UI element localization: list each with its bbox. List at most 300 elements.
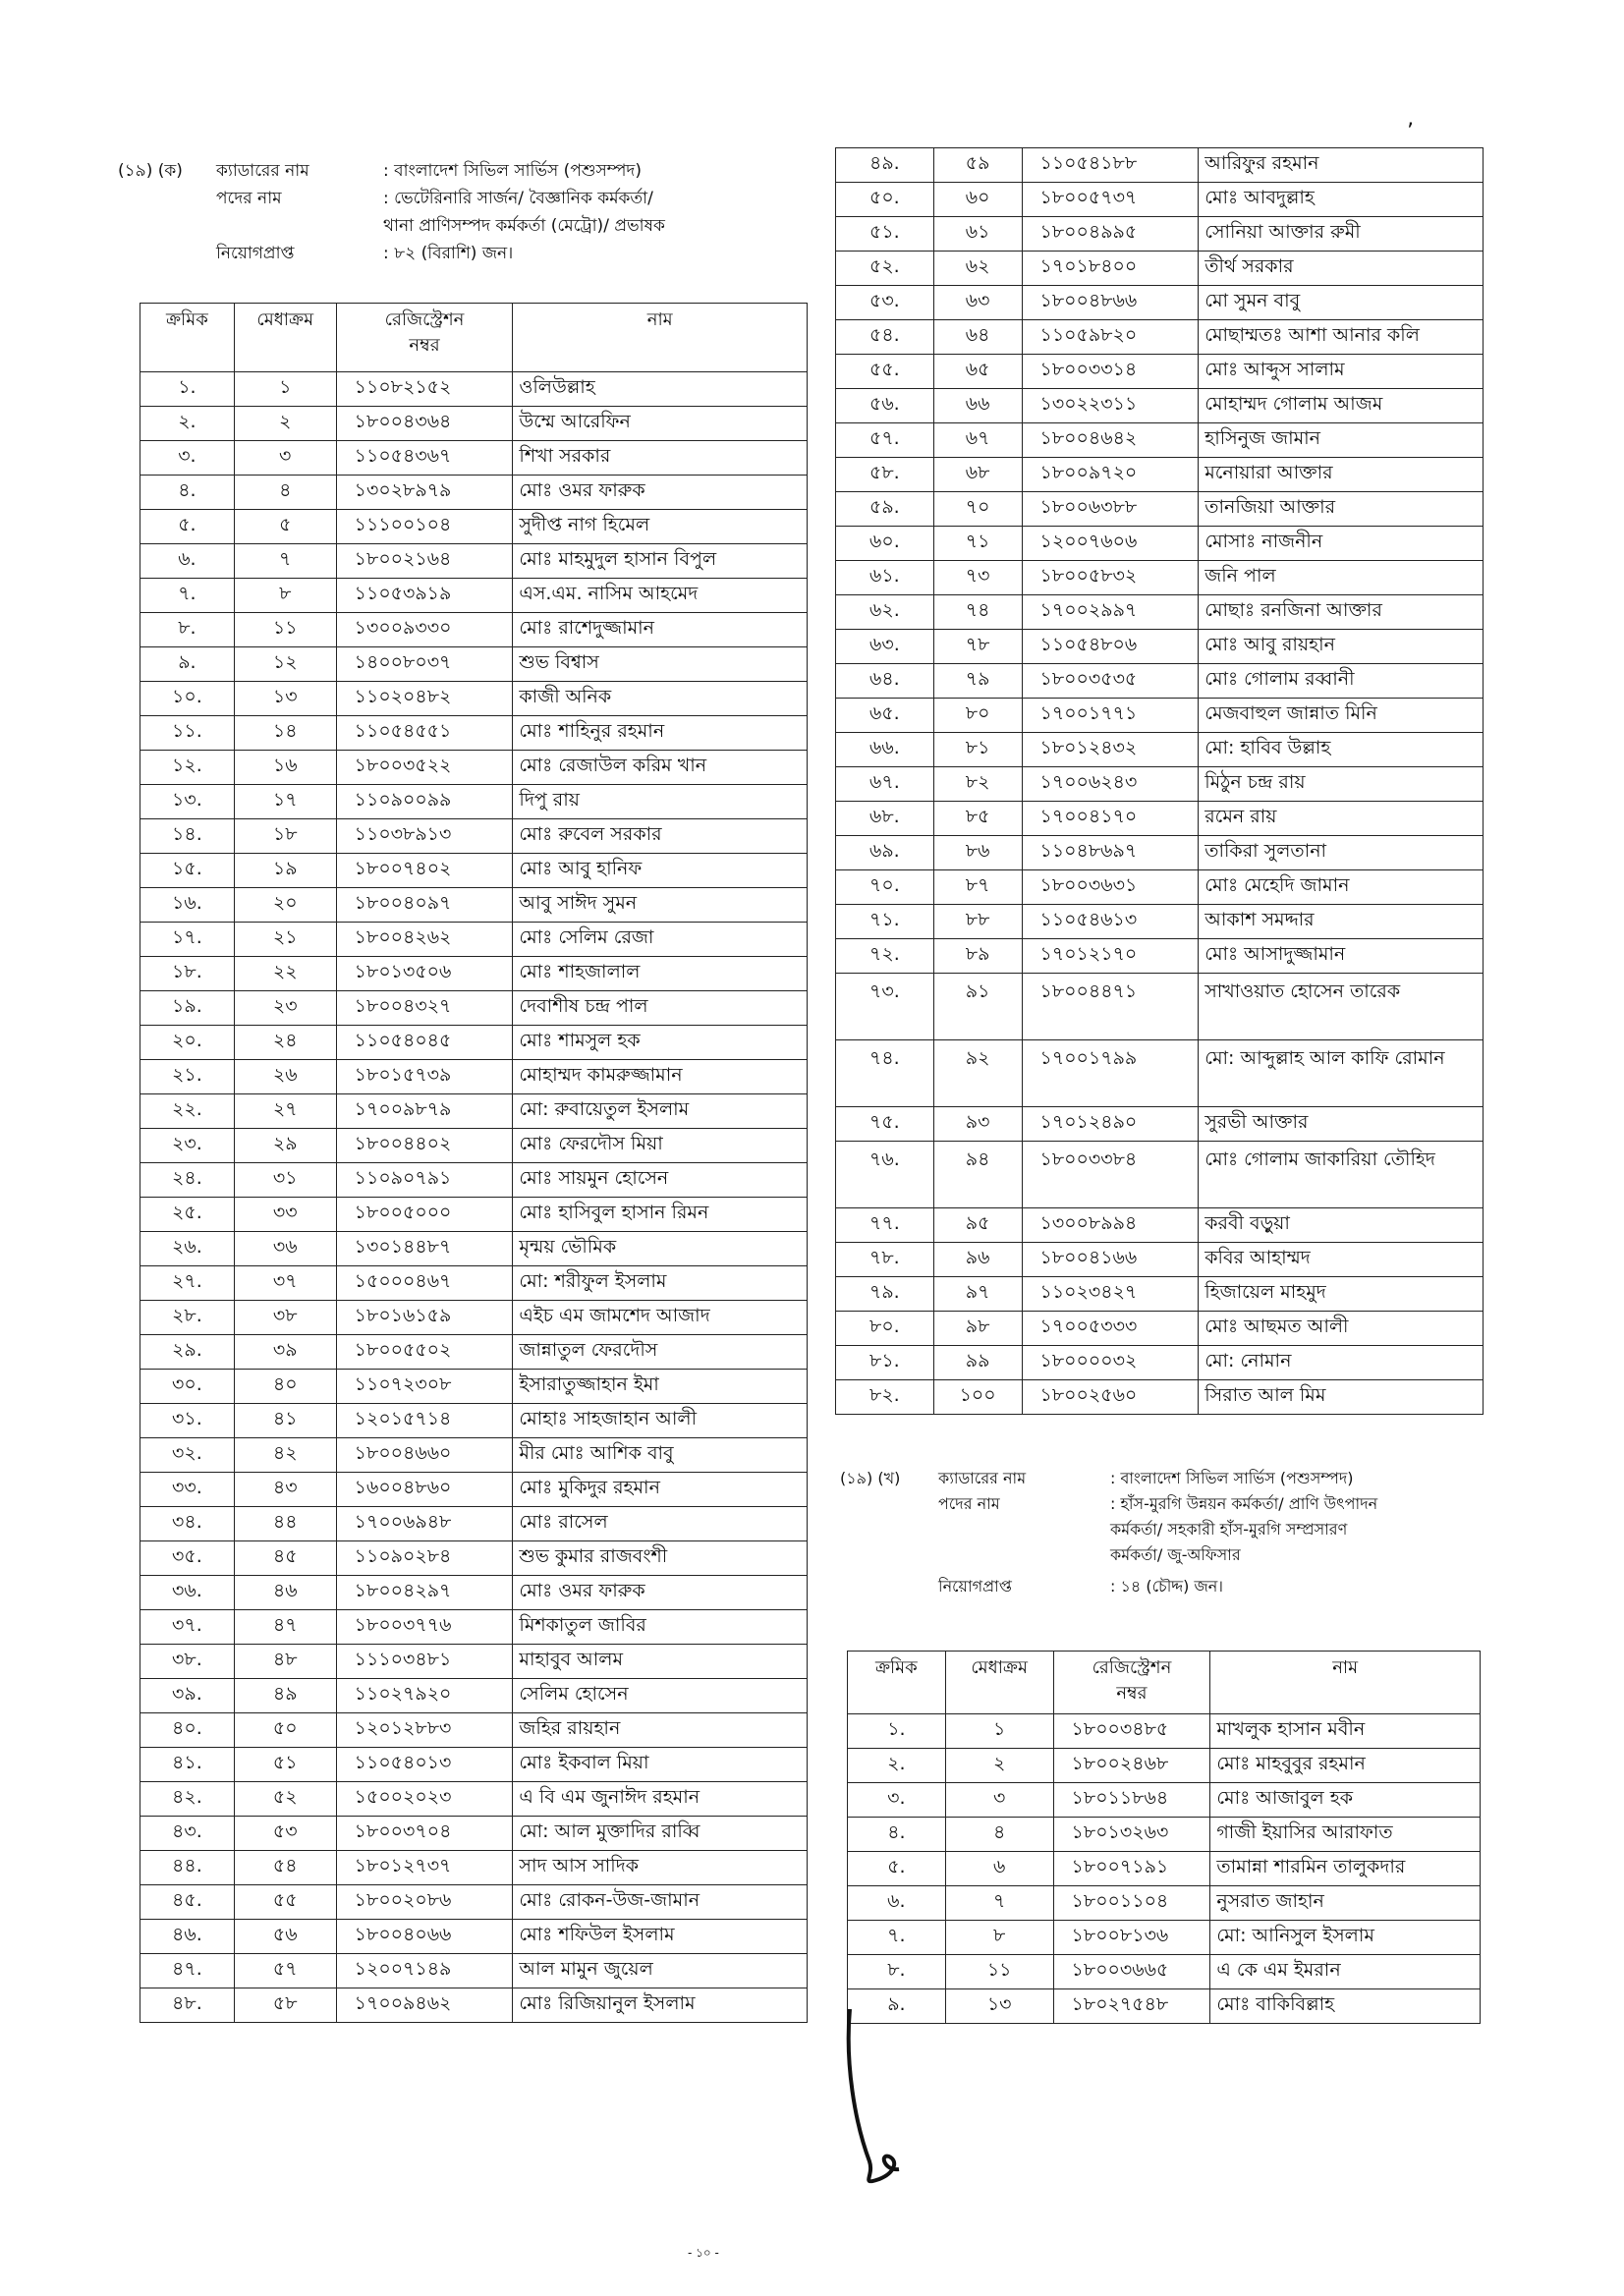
table-row (836, 939, 1484, 974)
name-cell: মোঃ রাশেদুজ্জামান (513, 613, 808, 647)
merit-cell: ৮২ (933, 767, 1022, 802)
registration-cell: ১৭০০৫৩৩৩ (1022, 1312, 1199, 1346)
registration-cell: ১৭০১২১৭০ (1022, 939, 1199, 974)
table-row (140, 1129, 808, 1163)
serial-cell: ২৬. (140, 1232, 235, 1266)
table-row (836, 664, 1484, 699)
name-cell: মোঃ ইকবাল মিয়া (513, 1748, 808, 1782)
name-cell: রমেন রায় (1199, 802, 1484, 836)
serial-cell: ২০. (140, 1026, 235, 1060)
merit-cell: ৫৬ (234, 1920, 336, 1954)
merit-cell: ১৩ (234, 682, 336, 716)
table-row (848, 1749, 1481, 1783)
table-row (140, 1438, 808, 1473)
table-row (140, 1645, 808, 1679)
merit-cell: ৪৩ (234, 1473, 336, 1507)
table-b-header-row (848, 1652, 1481, 1714)
merit-cell: ১৩ (945, 1989, 1053, 2024)
serial-cell: ৩. (848, 1783, 946, 1818)
name-cell: মো: নোমান (1199, 1346, 1484, 1380)
serial-cell: ৮. (140, 613, 235, 647)
serial-cell: ১. (848, 1714, 946, 1749)
registration-cell: ১৮০০৪০৯৭ (336, 888, 513, 923)
table-row (836, 1208, 1484, 1243)
table-row (140, 613, 808, 647)
table-row (836, 183, 1484, 217)
registration-cell: ১৭০০৯৪৬২ (336, 1988, 513, 2023)
merit-cell: ৩৮ (234, 1301, 336, 1335)
serial-cell: ৭০. (836, 870, 934, 905)
registration-cell: ১১০৩৮৯১৩ (336, 819, 513, 854)
serial-cell: ৬৯. (836, 836, 934, 870)
registration-cell: ১৮০০৭৪০২ (336, 854, 513, 888)
registration-cell: ১১০২৭৯২০ (336, 1679, 513, 1713)
table-row (140, 1817, 808, 1851)
table-row (140, 854, 808, 888)
registration-cell: ১৩০২২৩১১ (1022, 389, 1199, 423)
merit-cell: ৮১ (933, 733, 1022, 767)
table-row (836, 905, 1484, 939)
serial-cell: ৪৩. (140, 1817, 235, 1851)
table-row (836, 1277, 1484, 1312)
serial-cell: ৫৮. (836, 458, 934, 492)
merit-cell: ৬০ (933, 183, 1022, 217)
appointed-label-b: নিয়োগপ্রাপ্ত (938, 1577, 1012, 1596)
serial-cell: ৫. (140, 510, 235, 544)
merit-cell: ৪৪ (234, 1507, 336, 1541)
table-row (836, 802, 1484, 836)
serial-cell: ৩৯. (140, 1679, 235, 1713)
table-row (140, 647, 808, 682)
registration-cell: ১৫০০০৪৬৭ (336, 1266, 513, 1301)
serial-cell: ১৮. (140, 957, 235, 991)
serial-cell: ৪২. (140, 1782, 235, 1817)
serial-cell: ৩২. (140, 1438, 235, 1473)
appointed-value: : ৮২ (বিরাশি) জন। (383, 244, 514, 263)
name-cell: মাহাবুব আলম (513, 1645, 808, 1679)
serial-cell: ৩৪. (140, 1507, 235, 1541)
serial-cell: ৮. (848, 1955, 946, 1989)
name-cell: হাসিনুজ জামান (1199, 423, 1484, 458)
name-cell: মোঃ আবদুল্লাহ (1199, 183, 1484, 217)
serial-cell: ৬৭. (836, 767, 934, 802)
table-row (836, 1040, 1484, 1107)
table-a-right (835, 147, 1484, 1415)
header-name: নাম (513, 304, 808, 372)
registration-cell: ১৮০০৩৭৭৬ (336, 1610, 513, 1645)
post-value-1: : ভেটেরিনারি সার্জন/ বৈজ্ঞানিক কর্মকর্তা/ (383, 189, 653, 208)
name-cell: ইসারাতুজ্জাহান ইমা (513, 1370, 808, 1404)
table-row (140, 819, 808, 854)
table-row (836, 1243, 1484, 1277)
registration-cell: ১৮০০৯৭২০ (1022, 458, 1199, 492)
serial-cell: ৬. (140, 544, 235, 579)
name-cell: মোসাঃ নাজনীন (1199, 527, 1484, 561)
table-row (140, 1988, 808, 2023)
table-row (140, 1954, 808, 1988)
registration-cell: ১১০৫৪০১৩ (336, 1748, 513, 1782)
merit-cell: ৮৭ (933, 870, 1022, 905)
name-cell: গাজী ইয়াসির আরাফাত (1210, 1818, 1481, 1852)
registration-cell: ১২০১২৮৮৩ (336, 1713, 513, 1748)
registration-cell: ১৮০০৪৩২৭ (336, 991, 513, 1026)
registration-cell: ১৮০০২০৮৬ (336, 1885, 513, 1920)
registration-cell: ১৮০১২৭৩৭ (336, 1851, 513, 1885)
serial-cell: ১৫. (140, 854, 235, 888)
serial-cell: ১০. (140, 682, 235, 716)
serial-cell: ৫. (848, 1852, 946, 1886)
tick-mark: ’ (1407, 120, 1414, 144)
serial-cell: ৬০. (836, 527, 934, 561)
serial-cell: ৫২. (836, 252, 934, 286)
registration-cell: ১১০৫৩৯১৯ (336, 579, 513, 613)
serial-cell: ৮১. (836, 1346, 934, 1380)
name-cell: মোঃ গোলাম জাকারিয়া তৌহিদ (1199, 1142, 1484, 1208)
merit-cell: ৭ (234, 544, 336, 579)
name-cell: মোঃ ফেরদৌস মিয়া (513, 1129, 808, 1163)
table-row (140, 1679, 808, 1713)
table-row (140, 1232, 808, 1266)
registration-cell: ১১০৭২৩০৮ (336, 1370, 513, 1404)
registration-cell: ১৮০০২৪৬৮ (1053, 1749, 1210, 1783)
table-row (140, 1404, 808, 1438)
table-row (848, 1783, 1481, 1818)
serial-cell: ১৪. (140, 819, 235, 854)
name-cell: সোনিয়া আক্তার রুমী (1199, 217, 1484, 252)
merit-cell: ৫ (234, 510, 336, 544)
name-cell: সেলিম হোসেন (513, 1679, 808, 1713)
serial-cell: ৬৫. (836, 699, 934, 733)
section-b-header (840, 1466, 1488, 1599)
registration-cell: ১১০৮২১৫২ (336, 372, 513, 407)
name-cell: জহির রায়হান (513, 1713, 808, 1748)
name-cell: মোঃ আজাবুল হক (1210, 1783, 1481, 1818)
name-cell: মিশকাতুল জাবির (513, 1610, 808, 1645)
registration-cell: ১৮০০৪৯৯৫ (1022, 217, 1199, 252)
merit-cell: ২০ (234, 888, 336, 923)
registration-cell: ১৭০০৬২৪৩ (1022, 767, 1199, 802)
merit-cell: ১৭ (234, 785, 336, 819)
name-cell: মাখলুক হাসান মবীন (1210, 1714, 1481, 1749)
merit-cell: ২৯ (234, 1129, 336, 1163)
serial-cell: ৩৬. (140, 1576, 235, 1610)
table-row (140, 407, 808, 441)
name-cell: আবু সাঈদ সুমন (513, 888, 808, 923)
merit-cell: ৫৫ (234, 1885, 336, 1920)
header-serial: ক্রমিক (140, 304, 235, 372)
merit-cell: ১০০ (933, 1380, 1022, 1415)
name-cell: শুভ বিশ্বাস (513, 647, 808, 682)
registration-cell: ১২০০৭৬০৬ (1022, 527, 1199, 561)
table-a-left (140, 303, 808, 2023)
registration-cell: ১৮০০৫৫০২ (336, 1335, 513, 1370)
registration-cell: ১৮০০৪২৯৭ (336, 1576, 513, 1610)
header-serial: ক্রমিক (848, 1652, 946, 1714)
name-cell: দিপু রায় (513, 785, 808, 819)
merit-cell: ৪৯ (234, 1679, 336, 1713)
table-row (848, 1886, 1481, 1921)
merit-cell: ৯১ (933, 974, 1022, 1040)
merit-cell: ৭৮ (933, 630, 1022, 664)
serial-cell: ৩৩. (140, 1473, 235, 1507)
merit-cell: ৭৩ (933, 561, 1022, 595)
name-cell: মোঃ শাহজালাল (513, 957, 808, 991)
name-cell: মোঃ বাকিবিল্লাহ (1210, 1989, 1481, 2024)
merit-cell: ৯৪ (933, 1142, 1022, 1208)
name-cell: মীর মোঃ আশিক বাবু (513, 1438, 808, 1473)
name-cell: মোঃ শামসুল হক (513, 1026, 808, 1060)
signature-scribble (840, 2004, 958, 2191)
name-cell: ওলিউল্লাহ (513, 372, 808, 407)
serial-cell: ৭. (848, 1921, 946, 1955)
registration-cell: ১৫০০২০২৩ (336, 1782, 513, 1817)
merit-cell: ৯৩ (933, 1107, 1022, 1142)
registration-cell: ১১০৪৮৬৯৭ (1022, 836, 1199, 870)
registration-cell: ১৮০০৩৩১৪ (1022, 355, 1199, 389)
table-row (140, 682, 808, 716)
table-row (140, 1094, 808, 1129)
table-row (848, 1921, 1481, 1955)
serial-cell: ৫৭. (836, 423, 934, 458)
name-cell: মোহাম্মদ গোলাম আজম (1199, 389, 1484, 423)
table-row (836, 1346, 1484, 1380)
merit-cell: ১৬ (234, 751, 336, 785)
merit-cell: ৩৩ (234, 1198, 336, 1232)
registration-cell: ১১০৯০২৮৪ (336, 1541, 513, 1576)
registration-cell: ১৭০০১৭৭১ (1022, 699, 1199, 733)
name-cell: কবির আহাম্মদ (1199, 1243, 1484, 1277)
name-cell: মোঃ সেলিম রেজা (513, 923, 808, 957)
header-registration: রেজিস্ট্রেশন নম্বর (1053, 1652, 1210, 1714)
registration-cell: ১৩০০৯৩৩০ (336, 613, 513, 647)
name-cell: কাজী অনিক (513, 682, 808, 716)
name-cell: সিরাত আল মিম (1199, 1380, 1484, 1415)
merit-cell: ৩১ (234, 1163, 336, 1198)
serial-cell: ১১. (140, 716, 235, 751)
post-label-b: পদের নাম (938, 1494, 1000, 1513)
name-cell: মনোয়ারা আক্তার (1199, 458, 1484, 492)
serial-cell: ৩০. (140, 1370, 235, 1404)
serial-cell: ৭১. (836, 905, 934, 939)
serial-cell: ৪৪. (140, 1851, 235, 1885)
table-row (836, 423, 1484, 458)
name-cell: করবী বড়ুয়া (1199, 1208, 1484, 1243)
table-row (140, 1266, 808, 1301)
merit-cell: ৫০ (234, 1713, 336, 1748)
serial-cell: ২৫. (140, 1198, 235, 1232)
merit-cell: ৬৩ (933, 286, 1022, 320)
name-cell: মেজবাহুল জান্নাত মিনি (1199, 699, 1484, 733)
table-row (140, 372, 808, 407)
registration-cell: ১৭০০৬৯৪৮ (336, 1507, 513, 1541)
table-row (836, 699, 1484, 733)
registration-cell: ১৮০০০০৩২ (1022, 1346, 1199, 1380)
registration-cell: ১৮০০৪৩৬৪ (336, 407, 513, 441)
section-a-number: (১৯) (ক) (118, 161, 183, 181)
registration-cell: ১৮০০৪০৬৬ (336, 1920, 513, 1954)
table-row (140, 1301, 808, 1335)
registration-cell: ১৮০০৩৩৮৪ (1022, 1142, 1199, 1208)
name-cell: আকাশ সমদ্দার (1199, 905, 1484, 939)
table-row (140, 888, 808, 923)
table-row (848, 1852, 1481, 1886)
name-cell: জনি পাল (1199, 561, 1484, 595)
name-cell: মোঃ শাহিনুর রহমান (513, 716, 808, 751)
post-label: পদের নাম (216, 189, 282, 208)
table-row (836, 1107, 1484, 1142)
table-row (140, 751, 808, 785)
merit-cell: ২৬ (234, 1060, 336, 1094)
serial-cell: ২৯. (140, 1335, 235, 1370)
merit-cell: ৩৯ (234, 1335, 336, 1370)
merit-cell: ৯৯ (933, 1346, 1022, 1380)
registration-cell: ১৮০২৭৫৪৮ (1053, 1989, 1210, 2024)
registration-cell: ১৮০০৪২৬২ (336, 923, 513, 957)
merit-cell: ৬৪ (933, 320, 1022, 355)
merit-cell: ২৪ (234, 1026, 336, 1060)
table-row (140, 1576, 808, 1610)
header-merit: মেধাক্রম (945, 1652, 1053, 1714)
table-row (836, 595, 1484, 630)
serial-cell: ৪৯. (836, 148, 934, 183)
table-row (140, 1713, 808, 1748)
merit-cell: ৪২ (234, 1438, 336, 1473)
serial-cell: ৫৬. (836, 389, 934, 423)
serial-cell: ৫১. (836, 217, 934, 252)
registration-cell: ১৭০০২৯৯৭ (1022, 595, 1199, 630)
table-row (140, 1026, 808, 1060)
header-registration: রেজিস্ট্রেশন নম্বর (336, 304, 513, 372)
name-cell: মোঃ গোলাম রব্বানী (1199, 664, 1484, 699)
name-cell: এইচ এম জামশেদ আজাদ (513, 1301, 808, 1335)
serial-cell: ৪০. (140, 1713, 235, 1748)
merit-cell: ৪৫ (234, 1541, 336, 1576)
serial-cell: ৪. (848, 1818, 946, 1852)
serial-cell: ৬৪. (836, 664, 934, 699)
registration-cell: ১৮০০৩৫২২ (336, 751, 513, 785)
merit-cell: ৪০ (234, 1370, 336, 1404)
table-row (836, 458, 1484, 492)
name-cell: মোঃ রিজিয়ানুল ইসলাম (513, 1988, 808, 2023)
registration-cell: ১১০৫৪৫৫১ (336, 716, 513, 751)
merit-cell: ৩৬ (234, 1232, 336, 1266)
serial-cell: ৩৭. (140, 1610, 235, 1645)
serial-cell: ৭২. (836, 939, 934, 974)
table-b (847, 1651, 1481, 2024)
registration-cell: ১৮০০৩৭০৪ (336, 1817, 513, 1851)
merit-cell: ১৪ (234, 716, 336, 751)
registration-cell: ১১০৫৪১৮৮ (1022, 148, 1199, 183)
table-row (140, 1198, 808, 1232)
table-row (836, 870, 1484, 905)
cadre-label-b: ক্যাডারের নাম (938, 1469, 1027, 1487)
table-row (140, 1507, 808, 1541)
serial-cell: ২২. (140, 1094, 235, 1129)
merit-cell: ১ (234, 372, 336, 407)
serial-cell: ৫৩. (836, 286, 934, 320)
merit-cell: ৫৮ (234, 1988, 336, 2023)
merit-cell: ৯৮ (933, 1312, 1022, 1346)
merit-cell: ৪ (945, 1818, 1053, 1852)
name-cell: সাখাওয়াত হোসেন তারেক (1199, 974, 1484, 1040)
merit-cell: ২ (945, 1749, 1053, 1783)
table-row (140, 544, 808, 579)
merit-cell: ৫২ (234, 1782, 336, 1817)
serial-cell: ২৩. (140, 1129, 235, 1163)
registration-cell: ১৮০০৩৪৮৫ (1053, 1714, 1210, 1749)
name-cell: এ বি এম জুনাঈদ রহমান (513, 1782, 808, 1817)
table-row (140, 1163, 808, 1198)
name-cell: মো: আনিসুল ইসলাম (1210, 1921, 1481, 1955)
serial-cell: ২. (848, 1749, 946, 1783)
serial-cell: ৩৫. (140, 1541, 235, 1576)
appointed-value-b: : ১৪ (চৌদ্দ) জন। (1110, 1577, 1224, 1596)
registration-cell: ১৮০০৪৪০২ (336, 1129, 513, 1163)
table-row (140, 1885, 808, 1920)
registration-cell: ১৮০০৫৮৩২ (1022, 561, 1199, 595)
table-row (836, 767, 1484, 802)
registration-cell: ১৬০০৪৮৬০ (336, 1473, 513, 1507)
table-row (848, 1955, 1481, 1989)
name-cell: মোঃ সায়মুন হোসেন (513, 1163, 808, 1198)
merit-cell: ২২ (234, 957, 336, 991)
name-cell: মোঃ রুবেল সরকার (513, 819, 808, 854)
table-row (836, 561, 1484, 595)
registration-cell: ১৮০০৫০০০ (336, 1198, 513, 1232)
table-header-row (140, 304, 808, 372)
cadre-value: : বাংলাদেশ সিভিল সার্ভিস (পশুসম্পদ) (383, 161, 642, 181)
serial-cell: ৫৪. (836, 320, 934, 355)
registration-cell: ১৮০০৪৪৭১ (1022, 974, 1199, 1040)
name-cell: হিজায়েল মাহমুদ (1199, 1277, 1484, 1312)
table-row (140, 957, 808, 991)
name-cell: মো: হাবিব উল্লাহ (1199, 733, 1484, 767)
serial-cell: ৬৬. (836, 733, 934, 767)
name-cell: মোঃ আব্দুস সালাম (1199, 355, 1484, 389)
merit-cell: ৮৮ (933, 905, 1022, 939)
merit-cell: ৮ (945, 1921, 1053, 1955)
registration-cell: ১৮০১৬১৫৯ (336, 1301, 513, 1335)
name-cell: মোঃ রাসেল (513, 1507, 808, 1541)
registration-cell: ১৮০০৪৬৬০ (336, 1438, 513, 1473)
table-row (140, 923, 808, 957)
merit-cell: ৭৯ (933, 664, 1022, 699)
serial-cell: ৭৬. (836, 1142, 934, 1208)
post-value-b-2: কর্মকর্তা/ সহকারী হাঁস-মুরগি সম্প্রসারণ (1110, 1520, 1348, 1539)
name-cell: নুসরাত জাহান (1210, 1886, 1481, 1921)
name-cell: মোছাঃ রনজিনা আক্তার (1199, 595, 1484, 630)
merit-cell: ২১ (234, 923, 336, 957)
merit-cell: ৬৮ (933, 458, 1022, 492)
merit-cell: ৫৪ (234, 1851, 336, 1885)
section-a-header (118, 157, 786, 267)
section-b-number: (১৯) (খ) (840, 1469, 901, 1487)
table-row (836, 836, 1484, 870)
appointed-label: নিয়োগপ্রাপ্ত (216, 244, 295, 263)
table-row (140, 1748, 808, 1782)
serial-cell: ৩৮. (140, 1645, 235, 1679)
registration-cell: ১৩০১৪৪৮৭ (336, 1232, 513, 1266)
merit-cell: ৬২ (933, 252, 1022, 286)
registration-cell: ১৮০১৩২৬৩ (1053, 1818, 1210, 1852)
registration-cell: ১৭০০১৭৯৯ (1022, 1040, 1199, 1107)
serial-cell: ৬২. (836, 595, 934, 630)
name-cell: মোঃ ওমর ফারুক (513, 476, 808, 510)
serial-cell: ১২. (140, 751, 235, 785)
merit-cell: ৯৭ (933, 1277, 1022, 1312)
registration-cell: ১৭০১৮৪০০ (1022, 252, 1199, 286)
table-row (140, 1920, 808, 1954)
